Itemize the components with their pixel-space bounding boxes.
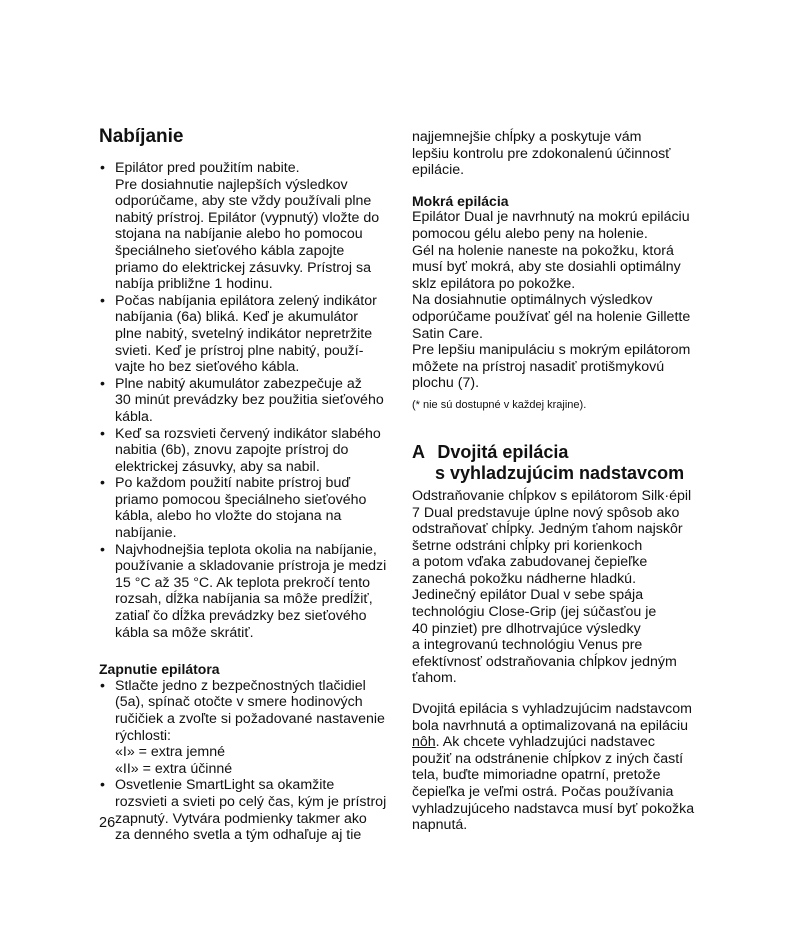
section-a-paragraph-2: [412, 701, 707, 834]
text-line: použiť na odstránenie chĺpkov z iných častí: [412, 750, 684, 767]
right-column: [412, 129, 707, 834]
text-line: zapnutý. Vytvára podmienky takmer ako: [115, 810, 367, 827]
text-line: zanechá pokožku nádherne hladkú.: [412, 570, 637, 587]
page-number: 26: [99, 815, 116, 831]
text-line: Gél na holenie naneste na pokožku, ktorá: [412, 242, 674, 259]
text-fragment: . Ak chcete vyhladzujúci nadstavec: [435, 734, 655, 751]
text-line: Pre lepšiu manipuláciu s mokrým epilátorom: [412, 342, 691, 359]
text-line: ručičiek a zvoľte si požadované nastavenie: [115, 711, 385, 727]
text-line: rozsvieti a svieti po celý čas, kým je prístroj: [115, 793, 387, 810]
wet-epilation-text: [412, 209, 707, 392]
text-line: 15 °C až 35 °C. Ak teplota prekročí tento: [115, 574, 371, 591]
text-line: používanie a skladovanie prístroja je medzi: [115, 558, 387, 575]
switch-on-list: [99, 678, 399, 844]
text-line: rozsah, dĺžka nabíjania sa môže predĺžiť,: [115, 591, 373, 608]
list-item: [99, 376, 399, 426]
text-line: • Plne nabitý akumulátor zabezpečuje až: [115, 375, 362, 392]
text-line: rýchlosti:: [115, 727, 171, 744]
text-line: 7 Dual predstavuje úplne nový spôsob ako: [412, 504, 680, 521]
text-line: 30 minút prevádzky bez použitia sieťového: [115, 392, 384, 409]
text-line: plochu (7).: [412, 375, 480, 392]
switch-on-subheading: Zapnutie epilátora: [99, 661, 220, 678]
text-line: bola navrhnutá a optimalizovaná na epiláciu: [412, 717, 689, 734]
wet-epilation-heading: Mokrá epilácia: [412, 192, 509, 209]
list-item: [99, 678, 399, 778]
text-line: kábla.: [115, 408, 153, 425]
list-item: [99, 542, 399, 642]
text-line: svieti. Keď je prístroj plne nabitý, použí-: [115, 342, 364, 359]
list-item: [99, 293, 399, 376]
footnote: (* nie sú dostupné v každej krajine).: [412, 398, 587, 411]
text-line: vajte ho bez sieťového kábla.: [115, 359, 300, 376]
text-line: kábla sa môže skrátiť.: [115, 624, 254, 641]
text-line: čepieľka je veľmi ostrá. Počas používania: [412, 784, 674, 800]
section-title-line1: Dvojitá epilácia: [437, 441, 569, 462]
text-line: • Najvhodnejšia teplota okolia na nabíjanie,: [115, 541, 377, 558]
text-line: nabíja približne 1 hodinu.: [115, 276, 273, 293]
text-line: (5a), spínač otočte v smere hodinových: [115, 694, 363, 711]
text-line: nabíjanie.: [115, 525, 177, 542]
section-a-paragraph-1: [412, 488, 707, 687]
text-line: Satin Care.: [412, 325, 483, 342]
text-line: napnutá.: [412, 817, 468, 834]
list-item: [99, 475, 399, 541]
text-line: nabíjania (6a) bliká. Keď je akumulátor: [115, 309, 358, 326]
text-line: 40 pinziet) pre dlhotrvajúce výsledky: [412, 620, 641, 637]
text-line: Pre dosiahnutie najlepších výsledkov: [115, 176, 348, 193]
text-line: tela, buďte mimoriadne opatrní, pretože: [412, 767, 661, 784]
section-a-heading: [412, 442, 707, 484]
text-line: Epilátor Dual je navrhnutý na mokrú epiláciu: [412, 209, 690, 226]
charging-list: [99, 160, 399, 641]
text-line: sklz epilátora po pokožke.: [412, 275, 576, 292]
text-line: najjemnejšie chĺpky a poskytuje vám: [412, 129, 642, 145]
text-line: musí byť mokrá, aby ste dosiahli optimálny: [412, 259, 681, 276]
text-line: za denného svetla a tým odhaľuje aj tie: [115, 827, 362, 844]
text-line: priamo pomocou špeciálneho sieťového: [115, 491, 367, 508]
text-line: stojana na nabíjanie alebo ho pomocou: [115, 226, 363, 243]
section-title-line2: s vyhladzujúcim nadstavcom: [435, 462, 685, 483]
text-line: kábla, alebo ho vložte do stojana na: [115, 508, 342, 525]
text-line: vyhladzujúceho nadstavca musí byť pokožka: [412, 800, 695, 817]
text-line: nabitia (6b), znovu zapojte prístroj do: [115, 442, 349, 459]
text-line: • Stlačte jedno z bezpečnostných tlačidiel: [115, 677, 366, 694]
text-line: plne nabitý, svetelný indikátor nepretržite: [115, 325, 373, 342]
text-line: odporúčame používať gél na holenie Gillette: [412, 308, 691, 325]
text-line: «II» = extra účinné: [115, 760, 233, 777]
text-line: • Osvetlenie SmartLight sa okamžite: [115, 777, 335, 794]
text-line: priamo do elektrickej zásuvky. Prístroj sa: [115, 259, 371, 276]
text-line: technológiu Close-Grip (jej súčasťou je: [412, 604, 657, 621]
text-line: • Po každom použití nabite prístroj buď: [115, 475, 351, 492]
text-line: [412, 734, 707, 751]
text-line: šetrne odstráni chĺpky pri korienkoch: [412, 537, 643, 554]
text-line: a potom vďaka zabudovanej čepieľke: [412, 554, 648, 571]
text-line: odstraňovať chĺpky. Jedným ťahom najskôr: [412, 521, 683, 538]
charging-heading: Nabíjanie: [99, 126, 184, 147]
text-line: môžete na prístroj nasadiť protišmykovú: [412, 358, 665, 375]
text-line: «I» = extra jemné: [115, 744, 226, 761]
underlined-word: nôh: [412, 734, 436, 751]
text-line: Dvojitá epilácia s vyhladzujúcim nadstavcom: [412, 701, 692, 718]
text-line: odporúčame, aby ste vždy používali plne: [115, 193, 372, 210]
list-item: [99, 160, 399, 293]
text-line: Odstraňovanie chĺpkov s epilátorom Silk·épil: [412, 487, 692, 504]
section-letter: A: [412, 441, 425, 462]
text-line: • Keď sa rozsvieti červený indikátor slabého: [115, 425, 381, 442]
text-line: epilácie.: [412, 162, 465, 179]
text-line: • Počas nabíjania epilátora zelený indikátor: [115, 292, 377, 309]
text-line: pomocou gélu alebo peny na holenie.: [412, 225, 648, 242]
text-line: Na dosiahnutie optimálnych výsledkov: [412, 292, 653, 309]
text-line: špeciálneho sieťového kábla zapojte: [115, 242, 345, 259]
text-line: Jedinečný epilátor Dual v sebe spája: [412, 587, 644, 604]
text-line: nabitý prístroj. Epilátor (vypnutý) vložte do: [115, 209, 380, 226]
text-line: lepšiu kontrolu pre zdokonalenú účinnosť: [412, 145, 671, 162]
text-line: a integrovanú technológiu Venus pre: [412, 637, 643, 654]
list-item: [99, 777, 399, 843]
text-line: • Epilátor pred použitím nabite.: [115, 160, 300, 176]
text-line: elektrickej zásuvky, aby sa nabil.: [115, 458, 320, 475]
text-line: efektívnosť odstraňovania chĺpkov jedným: [412, 653, 677, 670]
list-item: [99, 426, 399, 476]
left-column: [99, 126, 399, 844]
text-line: zatiaľ čo dĺžka prevádzky bez sieťového: [115, 608, 367, 625]
text-line: ťahom.: [412, 670, 457, 687]
